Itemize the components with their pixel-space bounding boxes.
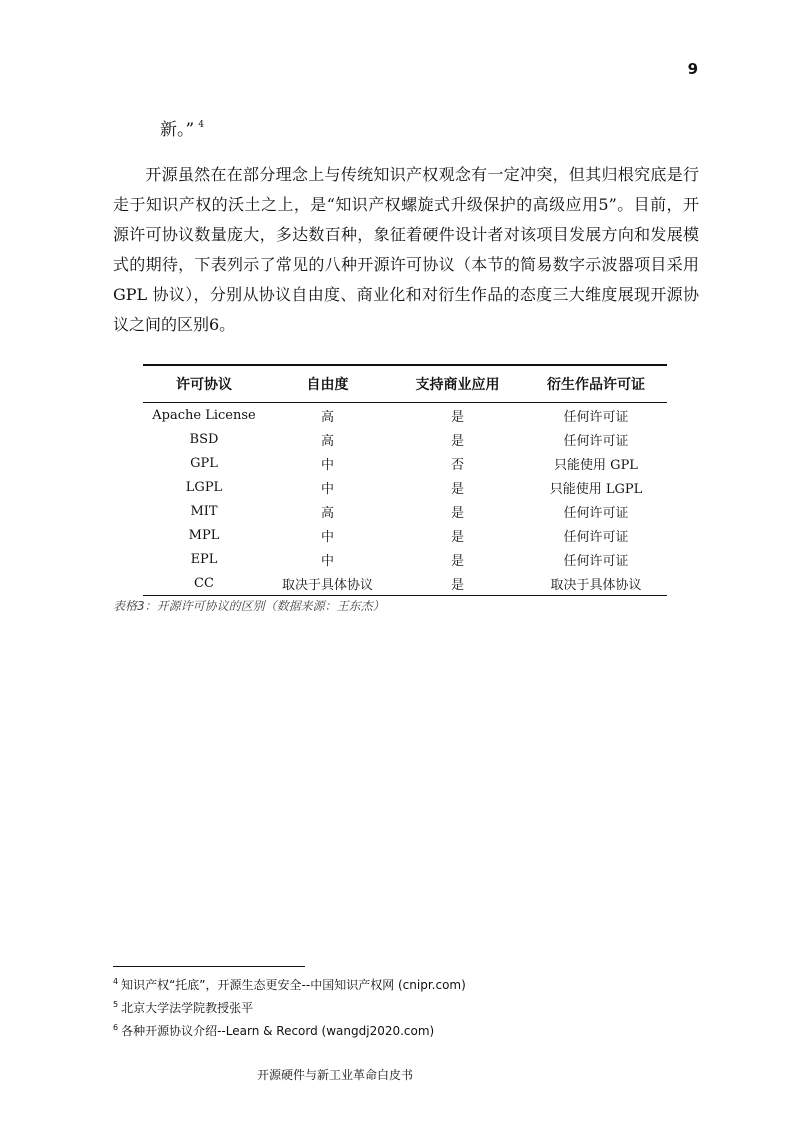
page-number: 9: [687, 60, 698, 78]
header-cell: 自由度: [265, 365, 390, 403]
table-cell: 中: [320, 529, 334, 545]
table-cell: 取决于具体协议: [550, 577, 642, 593]
table-cell: MPL: [188, 527, 220, 543]
footnote-text: 知识产权“托底”，开源生态更安全--中国知识产权网 (cnipr.com): [121, 978, 466, 992]
header-cell: 许可协议: [143, 365, 265, 403]
table-cell: 任何许可证: [563, 553, 629, 569]
table-cell: 中: [320, 553, 334, 569]
table-cell: 高: [320, 505, 334, 521]
table-cell: 是: [450, 577, 464, 593]
table-cell: 是: [450, 553, 464, 569]
footnote-number: 6: [113, 1023, 119, 1032]
table-cell: 中: [320, 457, 334, 473]
license-comparison-table: [143, 364, 667, 596]
footnote-number: 4: [113, 977, 119, 986]
body-paragraph: [113, 160, 699, 340]
footnote-item: [113, 972, 466, 995]
table-cell: 中: [320, 481, 334, 497]
table-row: [143, 523, 667, 547]
table-cell: 任何许可证: [563, 529, 629, 545]
footnote-ref: 4: [198, 120, 204, 130]
table-row: [143, 547, 667, 571]
table-cell: 是: [450, 529, 464, 545]
table-header-row: [143, 365, 667, 403]
table-cell: 只能使用 LGPL: [549, 481, 643, 497]
table-cell: 任何许可证: [563, 433, 629, 449]
table-cell: BSD: [189, 431, 219, 447]
quote-continuation: [160, 115, 204, 140]
table-cell: 高: [320, 433, 334, 449]
table-cell: Apache License: [152, 407, 256, 423]
footnote-number: 5: [113, 1000, 119, 1009]
table-cell: CC: [194, 575, 214, 591]
footnote-item: [113, 1018, 466, 1041]
footnote-text: 各种开源协议介绍--Learn & Record (wangdj2020.com): [121, 1024, 435, 1038]
table-row: [143, 571, 667, 596]
header-cell: 衍生作品许可证: [525, 365, 667, 403]
footnote-divider: [113, 966, 305, 967]
table-cell: 只能使用 GPL: [554, 457, 638, 473]
table-cell: 是: [450, 505, 464, 521]
table-cell: 高: [320, 409, 334, 425]
table-cell: 是: [450, 481, 464, 497]
table-cell: 任何许可证: [563, 505, 629, 521]
header-cell: 支持商业应用: [390, 365, 525, 403]
table-row: [143, 403, 667, 428]
table-row: [143, 451, 667, 475]
table-cell: LGPL: [185, 479, 223, 495]
table-cell: EPL: [190, 551, 218, 567]
table-cell: 取决于具体协议: [281, 577, 373, 593]
table-cell: MIT: [190, 503, 218, 519]
footnote-item: [113, 995, 466, 1018]
table-cell: GPL: [190, 455, 218, 471]
table-row: [143, 499, 667, 523]
footnote-text: 北京大学法学院教授张平: [121, 1001, 254, 1015]
table-caption: 表格3：开源许可协议的区别（数据来源：王东杰）: [113, 599, 385, 613]
paragraph-text: 开源虽然在在部分理念上与传统知识产权观念有一定冲突，但其归根究底是行走于知识产权的沃土之上，是“知识产权螺旋式升级保护的高级应用5”。目前，开源许可协议数量庞大，多达数百种，象征着硬件设计者对该项目发展方向和发展模式的期待，下表列示了常见的八种开源许可协议（本节的简易数字示波器项目采用GPL 协议），分别从协议自由度、商业化和对衍生作品的态度三大维度展现开源协议之间的区别6。: [113, 165, 699, 334]
table-row: [143, 427, 667, 451]
table-cell: 是: [450, 409, 464, 425]
quote-end-text: 新。”: [160, 120, 195, 140]
table-row: [143, 475, 667, 499]
table-cell: 任何许可证: [563, 409, 629, 425]
table-cell: 否: [450, 457, 464, 473]
page-footer: 开源硬件与新工业革命白皮书: [256, 1068, 413, 1082]
table-cell: 是: [450, 433, 464, 449]
footnotes: [113, 972, 466, 1041]
